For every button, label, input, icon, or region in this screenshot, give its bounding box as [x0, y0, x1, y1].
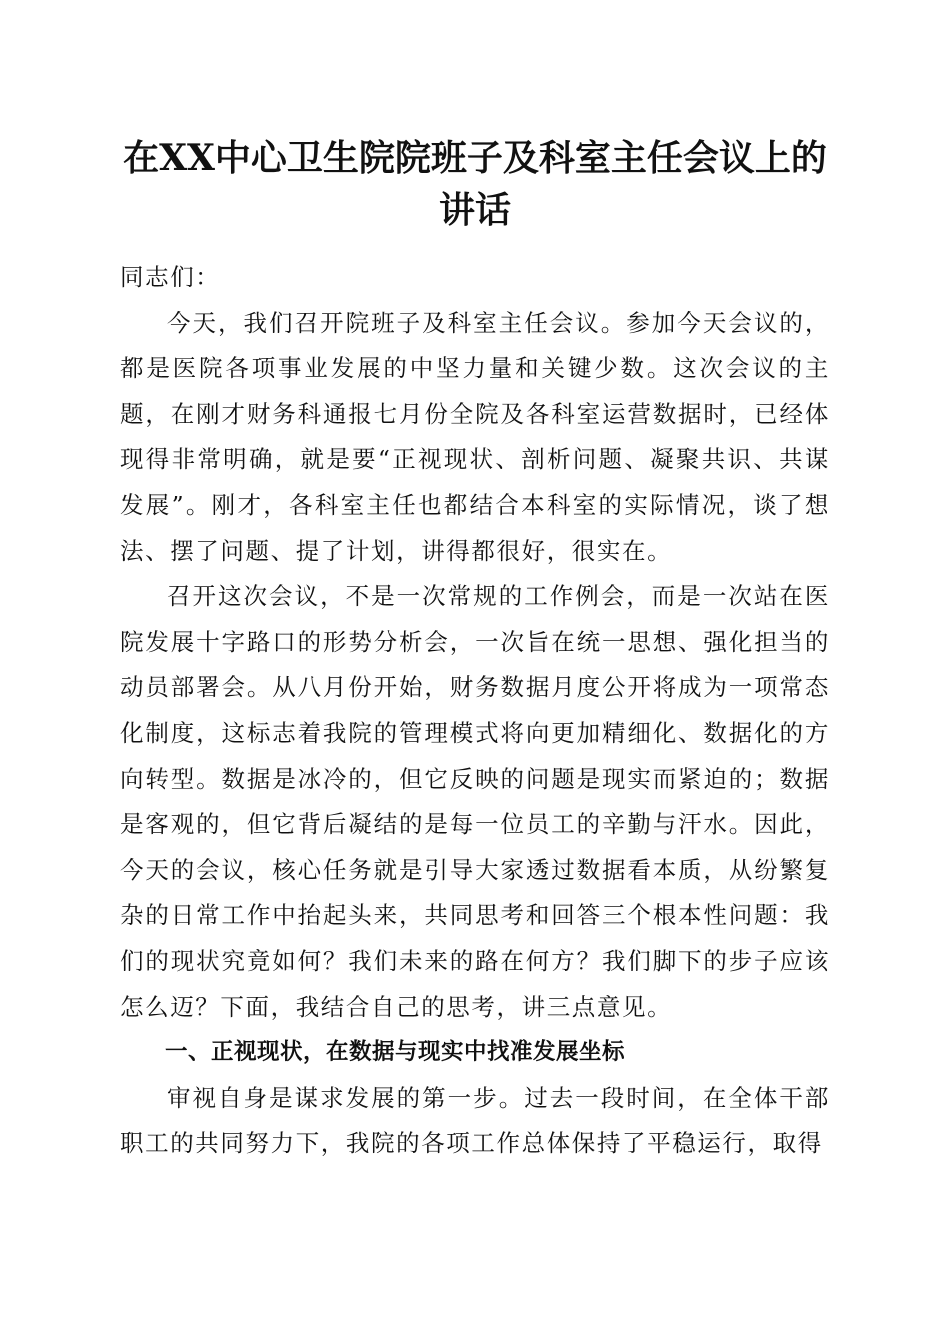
greeting: 同志们： [120, 263, 221, 291]
document-body [120, 255, 830, 1167]
paragraph-2: 召开这次会议，不是一次常规的工作例会，而是一次站在医院发展十字路口的形势分析会，一次旨在统一思想、强化担当的动员部署会。从八月份开始，财务数据月度公开将成为一项常态化制度，这标志着我院的管理模式将向更加精细化、数据化的方向转型。数据是冰冷的，但它反映的问题是现实而紧迫的；数据是客观的，但它背后凝结的是每一位员工的辛勤与汗水。因此，今天的会议，核心任务就是引导大家透过数据看本质，从纷繁复杂的日常工作中抬起头来，共同思考和回答三个根本性问题：我们的现状究竟如何？我们未来的路在何方？我们脚下的步子应该怎么迈？下面，我结合自己的思考，讲三点意见。 [120, 582, 830, 1021]
section-1-paragraph: 审视自身是谋求发展的第一步。过去一段时间，在全体干部职工的共同努力下，我院的各项工作总体保持了平稳运行，取得 [120, 1083, 830, 1158]
paragraph-1: 今天，我们召开院班子及科室主任会议。参加今天会议的，都是医院各项事业发展的中坚力量和关键少数。这次会议的主题，在刚才财务科通报七月份全院及各科室运营数据时，已经体现得非常明确，就是要“正视现状、剖析问题、凝聚共识、共谋发展”。刚才，各科室主任也都结合本科室的实际情况，谈了想法、摆了问题、提了计划，讲得都很好，很实在。 [120, 308, 830, 565]
section-heading-1: 一、正视现状，在数据与现实中找准发展坐标 [165, 1039, 626, 1066]
document-title: 在XX中心卫生院院班子及科室主任会议上的讲话 [123, 137, 827, 231]
